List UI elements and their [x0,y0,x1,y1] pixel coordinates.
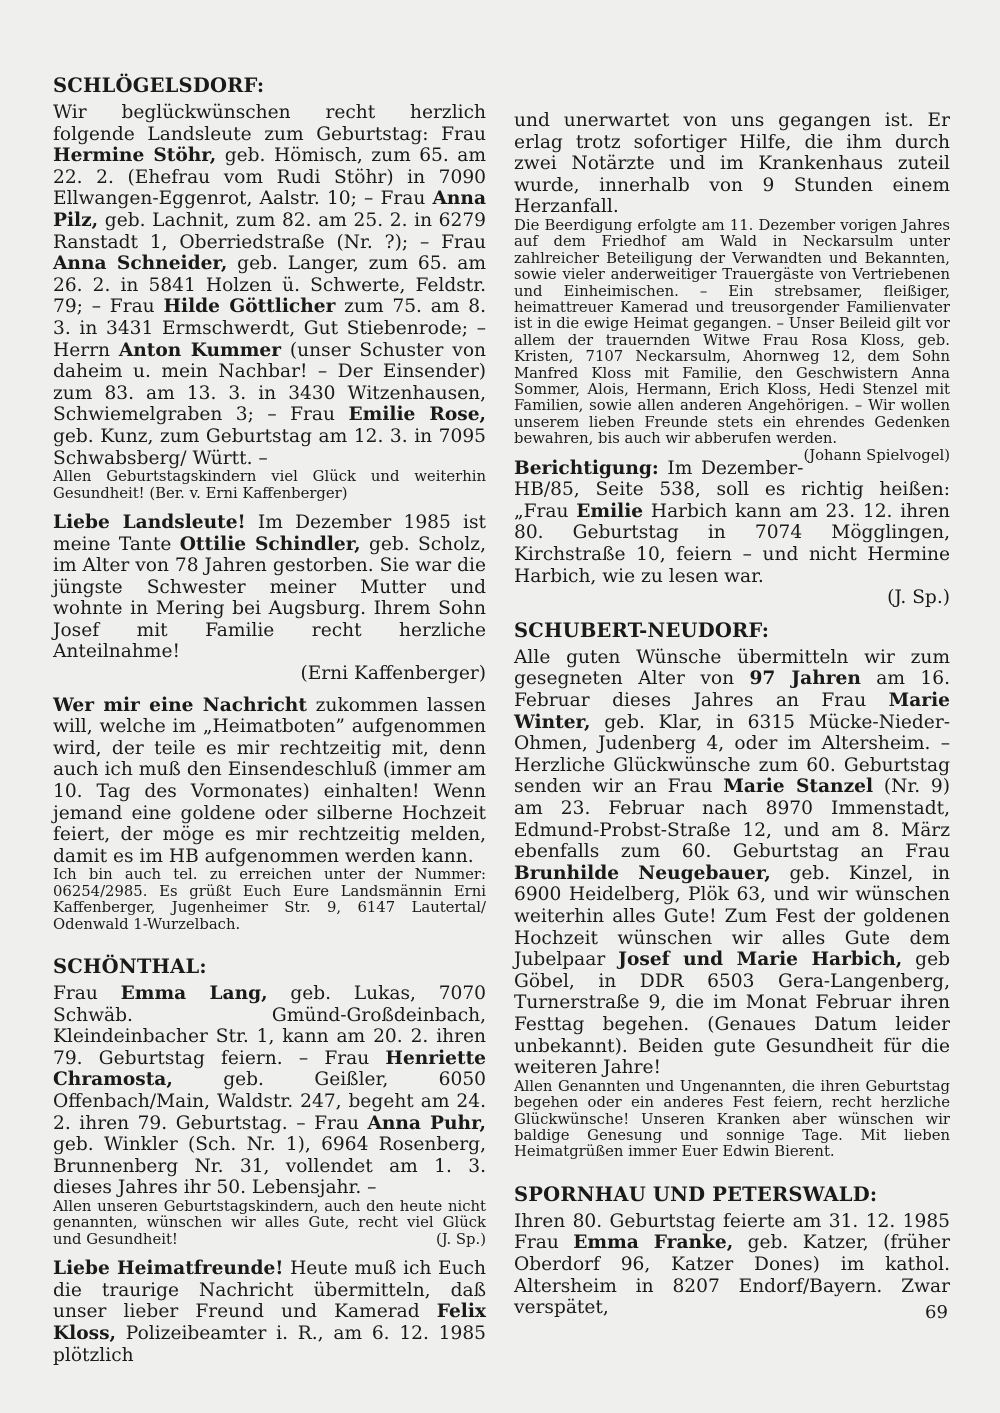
text: Die Beerdigung erfolgte am 11. Dezember vorigen Jahres auf dem Friedhof am Wald in Neckarsulm unter zahlreicher Beteiligung der Verwandten und Bekannten, sowie vieler anderweitiger Trauergäste von Vertriebenen und Einheimischen. – Ein strebsamer, fleißiger, heimattreuer Kamerad und treusorgender Familienvater ist in die ewige Heimat gegangen. – Unser Beileid gilt vor allem der trauernden Witwe Frau Rosa Kloss, geb. Kristen, 7107 Neckarsulm, Ahornweg 12, dem Sohn Manfred Kloss mit Familie, den Geschwistern Anna Sommer, Alois, Hermann, Erich Kloss, Hedi Stenzel mit Familien, sowie allen anderen Angehörigen. – Wir wollen unserem lieben Freunde stets ein ehrendes Gedenken bewahren, bis auch wir abberufen werden. [514,216,950,448]
section-spornhau [514,1183,950,1319]
text: (Nr. 9) am 23. Februar nach 8970 Immenstadt, Edmund-Probst-Straße 12, und am 8. März ebenfalls zum 60. Geburtstag an Frau [514,776,951,863]
text: geb. Klar, in 6315 Mücke-Nieder-Ohmen, Judenberg 4, oder im Altersheim. – Herzliche Glückwünsche zum 60. Geburtstag senden wir an Frau [514,711,950,798]
bold-text: 97 Jahren [749,668,861,690]
paragraph [53,983,486,1199]
paragraph [53,1258,486,1366]
name-bold: Hilde Göttlicher [163,296,336,318]
lead-bold: Liebe Heimatfreunde! [53,1258,284,1280]
name-bold: Anna Pilz, [53,188,486,231]
name-bold: Anna Puhr, [367,1112,486,1134]
text: Wir beglückwünschen recht herzlich folgende Landsleute zum Geburtstag: Frau [53,102,486,145]
text: Frau [53,983,121,1005]
text: geb. Scholz, im Alter von 78 Jahren gestorben. Sie war die jüngste Schwester meiner Mutter und wohnte in Mering bei Augsburg. Ihrem Sohn Josef mit Familie recht herzliche Anteilnahme! [53,533,486,663]
section-heading: SPORNHAU UND PETERSWALD: [514,1182,878,1206]
text: geb. Katzer, (früher Oberdorf 96, Katzer Dones) im kathol. Altersheim in 8207 Endorf/Bayern. Zwar verspätet, [514,1232,950,1319]
section-nachricht [53,695,486,933]
name-bold: Emma Lang, [120,983,268,1005]
name-bold: Ottilie Schindler, [179,533,361,555]
page-number: 69 [925,1302,948,1323]
text: geb. Langer, zum 65. am 26. 2. in 5841 Holzen ü. Schwerte, Feldstr. 79; – Frau [53,253,486,318]
section-liebe-landsleute [53,512,486,685]
text: Allen unseren Geburtstagskindern, auch den heute nicht genannten, wünschen wir alles Gute, recht viel Glück und Gesundheit! [53,1197,486,1248]
paragraph [53,695,486,868]
section-heimatfreunde [53,1258,486,1366]
text: Im Dezember 1985 ist meine Tante [53,511,487,555]
text: Ihren 80. Geburtstag feierte am 31. 12. 1985 Frau [514,1210,950,1254]
right-column [514,110,950,1319]
text: geb. Lukas, 7070 Schwäb. Gmünd-Großdeinbach, Kleindeinbacher Str. 1, kann am 20. 2. ihren 79. Geburtstag feiern. – Frau [53,983,487,1069]
text: Alle guten Wünsche übermitteln wir zum gesegneten Alter von [514,646,950,690]
section-schubert-neudorf [514,619,950,1161]
small-paragraph: Ich bin auch tel. zu erreichen unter der Nummer: 06254/2985. Es grüßt Euch Eure Landsmännin Erni Kaffenberger, Jugenheimer Str. 9, 6147 Lautertal/ Odenwald 1-Wurzelbach. [53,866,486,933]
section-berichtigung [514,458,950,609]
name-bold: Hermine Stöhr, [53,145,217,167]
text: zukommen lassen will, welche im „Heimatboten” aufgenommen wird, der teile es mir rechtzeitig mit, denn auch ich muß den Einsendeschluß (immer am 10. Tag des Vormonates) einhalten! Wenn jemand eine goldene oder silberne Hochzeit feiert, der möge es mir rechtzeitig melden, damit es im HB aufgenommen werden kann. [53,694,487,867]
section-continued [514,110,950,464]
paragraph: und unerwartet von uns gegangen ist. Er erlag trotz sofortiger Hilfe, die ihm durch zwei Notärzte und im Krankenhaus zuteil wurde, innerhalb von 9 Stunden einem Herzanfall. [514,110,950,218]
lead-bold: Wer mir eine Nachricht [53,694,307,716]
text: geb. Hömisch, zum 65. am 22. 2. (Ehefrau vom Rudi Stöhr) in 7090 Ellwangen-Eggenrot, Aalstr. 10; – Frau [53,145,487,210]
name-bold: Emma Franke, [573,1232,734,1254]
text: (unser Schuster von daheim u. mein Nachbar! – Der Einsender) zum 83. am 13. 3. in 3430 Witzenhausen, Schwiemelgraben 3; – Frau [53,339,486,426]
text: Heute muß ich Euch die traurige Nachricht übermitteln, daß unser lieber Freund und Kamerad [53,1258,486,1323]
section-heading: SCHLÖGELSDORF: [53,74,265,97]
text: Harbich kann am 23. 12. ihren 80. Geburtstag in 7074 Mögglingen, Kirchstraße 10, feiern – und nicht Hermine Harbich, wie zu lesen war. [514,500,950,587]
paragraph [53,512,486,663]
section-heading: SCHÖNTHAL: [53,955,207,979]
text: geb Göbel, in DDR 6503 Gera-Langenberg, Turnerstraße 9, die im Monat Februar ihren Festtag begehen. (Genaues Datum leider unbekannt). Beiden gute Gesundheit für die weiteren Jahre! [514,949,950,1079]
text: geb. Lachnit, zum 82. am 25. 2. in 6279 Ranstadt 1, Oberriedstraße (Nr. ?); – Frau [53,209,486,253]
section-schloegelsdorf [53,74,486,502]
text: geb. Kinzel, in 6900 Heidelberg, Plök 63, und wir wünschen weiterhin alles Gute! Zum Fest der goldenen Hochzeit wünschen wir alles Gute dem Jubelpaar [514,862,950,971]
name-bold: Josef und Marie Harbich, [618,949,903,971]
name-bold: Brunhilde Neugebauer, [514,862,771,884]
name-bold: Henriette Chramosta, [53,1047,486,1091]
section-schoenthal [53,955,486,1248]
name-bold: Anna Schneider, [53,253,228,275]
name-bold: Emilie Rose, [348,404,486,426]
name-bold: Marie Stanzel [723,776,874,798]
signature: (J. Sp.) [887,587,950,609]
signature: (J. Sp.) [435,1230,486,1248]
small-paragraph: Allen Geburtstagskindern viel Glück und weiterhin Gesundheit! (Ber. v. Erni Kaffenberger) [53,468,486,502]
name-bold: Felix Kloss, [53,1301,486,1344]
left-column [53,74,486,1366]
lead-bold: Berichtigung: [514,457,659,479]
paragraph [53,102,486,469]
text: geb. Kunz, zum Geburtstag am 12. 3. in 7095 Schwabsberg/ Württ. – [53,425,486,469]
text: Polizeibeamter i. R., am 6. 12. 1985 plötzlich [53,1322,486,1366]
text: geb. Geißler, 6050 Offenbach/Main, Waldstr. 247, begeht am 24. 2. ihren 79. Geburtstag. – Frau [53,1069,486,1134]
paragraph [514,647,950,1079]
small-paragraph: Allen Genannten und Ungenannten, die ihren Geburtstag begehen oder ein anderes Fest feiern, recht herzliche Glückwünsche! Unseren Kranken aber wünschen wir baldige Genesung und sonnige Tage. Mit lieben Heimatgrüßen immer Euer Edwin Bierent. [514,1077,950,1161]
signature: (Erni Kaffenberger) [300,663,486,685]
signature: (Johann Spielvogel) [803,446,950,464]
name-bold: Marie Winter, [514,690,950,733]
text: zum 75. am 8. 3. in 3431 Ermschwerdt, Gut Stiebenrode; – Herrn [53,296,486,361]
name-bold: Emilie [576,500,644,522]
text: geb. Winkler (Sch. Nr. 1), 6964 Rosenberg, Brunnenberg Nr. 31, vollendet am 1. 3. dieses Jahres ihr 50. Lebensjahr. – [53,1134,486,1199]
lead-bold: Liebe Landsleute! [53,511,246,533]
text: Im Dezember-HB/85, Seite 538, soll es richtig heißen: „Frau [514,457,950,522]
small-paragraph [514,216,950,464]
paragraph [514,458,950,588]
small-paragraph [53,1199,486,1248]
section-heading: SCHUBERT-NEUDORF: [514,618,770,642]
name-bold: Anton Kummer [118,339,282,361]
text: am 16. Februar dieses Jahres an Frau [514,668,950,711]
paragraph [514,1211,950,1319]
